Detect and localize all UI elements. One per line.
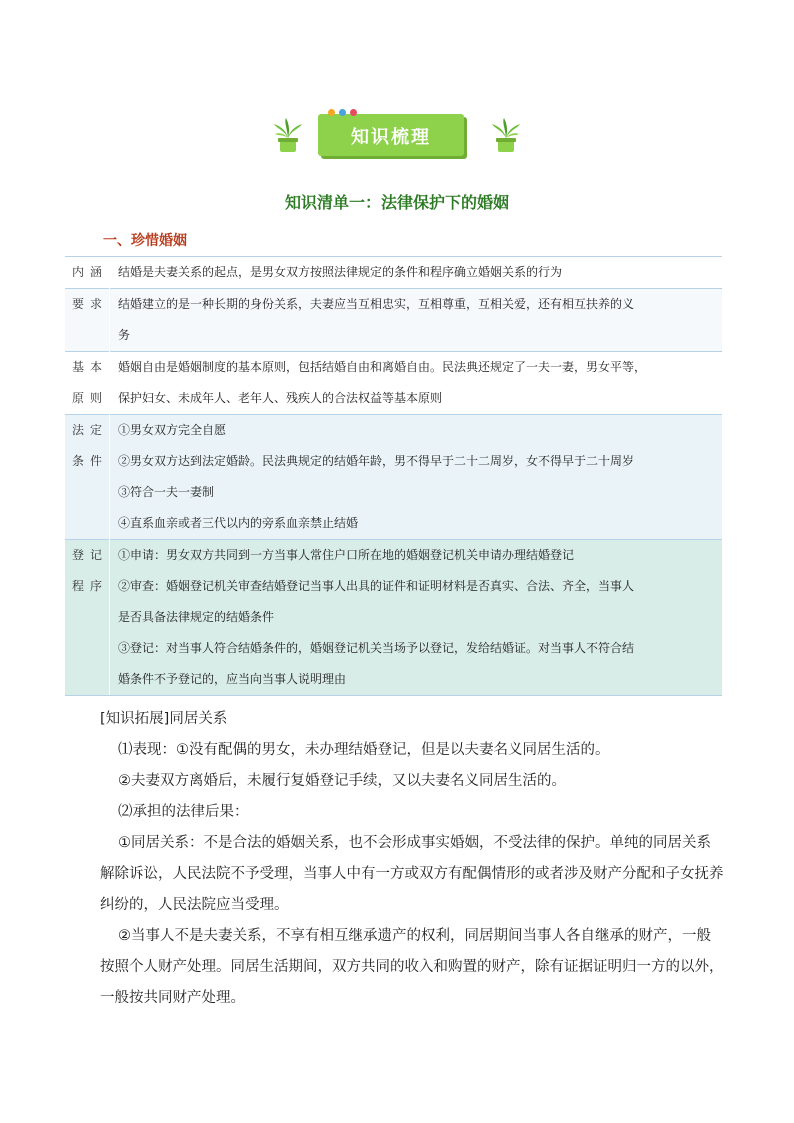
- paragraph: 一般按共同财产处理。: [100, 990, 245, 1006]
- potted-plant-icon: [490, 118, 522, 154]
- table-row: [65, 352, 722, 415]
- paragraph: ⑴表现：①没有配偶的男女，未办理结婚登记，但是以夫妻名义同居生活的。: [118, 742, 610, 758]
- banner-title: 知识梳理: [351, 127, 431, 148]
- table-row: [65, 289, 722, 352]
- row-label: 登记 程序: [65, 540, 110, 696]
- knowledge-extension: [100, 704, 730, 1014]
- banner-dots: [328, 109, 357, 116]
- row-label: 法定 条件: [65, 415, 110, 540]
- table-row: [65, 415, 722, 540]
- row-content: 婚姻自由是婚姻制度的基本原则，包括结婚自由和离婚自由。民法典还规定了一夫一妻，男女平等， 保护妇女、未成年人、老年人、残疾人的合法权益等基本原则: [110, 352, 723, 415]
- dot: [339, 109, 346, 116]
- row-label: 内涵: [65, 257, 110, 289]
- row-content: ①申请：男女双方共同到一方当事人常住户口所在地的婚姻登记机关申请办理结婚登记 ②审查：婚姻登记机关审查结婚登记当事人出具的证件和证明材料是否真实、合法、齐全，当事人 是否具备法律规定的结婚条件 ③登记：对当事人符合结婚条件的，婚姻登记机关当场予以登记，发给结婚证。对当事人不符合结 婚条件不予登记的，应当向当事人说明理由: [110, 540, 723, 696]
- row-label: 要求: [65, 289, 110, 352]
- section-banner: [272, 112, 522, 160]
- section-title: 一、珍惜婚姻: [103, 233, 187, 249]
- dot: [350, 109, 357, 116]
- paragraph: 纠纷的，人民法院应当受理。: [100, 897, 289, 913]
- paragraph: ①同居关系：不是合法的婚姻关系，也不会形成事实婚姻，不受法律的保护。单纯的同居关系: [118, 835, 711, 851]
- page-heading: 知识清单一：法律保护下的婚姻: [284, 193, 509, 212]
- paragraph: 解除诉讼，人民法院不予受理，当事人中有一方或双方有配偶情形的或者涉及财产分配和子女抚养: [100, 866, 724, 882]
- row-content: ①男女双方完全自愿 ②男女双方达到法定婚龄。民法典规定的结婚年龄，男不得早于二十二周岁，女不得早于二十周岁 ③符合一夫一妻制 ④直系血亲或者三代以内的旁系血亲禁止结婚: [110, 415, 723, 540]
- row-content: 结婚是夫妻关系的起点，是男女双方按照法律规定的条件和程序确立婚姻关系的行为: [110, 257, 723, 289]
- table-row: [65, 540, 722, 696]
- knowledge-table: [65, 256, 722, 696]
- row-content: 结婚建立的是一种长期的身份关系，夫妻应当互相忠实，互相尊重，互相关爱，还有相互扶养的义 务: [110, 289, 723, 352]
- dot: [328, 109, 335, 116]
- paragraph: 按照个人财产处理。同居生活期间，双方共同的收入和购置的财产，除有证据证明归一方的以外，: [100, 959, 724, 975]
- paragraph: ②当事人不是夫妻关系，不享有相互继承遗产的权利，同居期间当事人各自继承的财产，一般: [118, 928, 711, 944]
- paragraph: ⑵承担的法律后果：: [118, 804, 249, 820]
- banner-box: [318, 114, 464, 156]
- potted-plant-icon: [272, 118, 304, 154]
- extension-title: [知识拓展]同居关系: [100, 711, 228, 727]
- paragraph: ②夫妻双方离婚后，未履行复婚登记手续，又以夫妻名义同居生活的。: [118, 773, 566, 789]
- table-row: [65, 257, 722, 289]
- row-label: 基本 原则: [65, 352, 110, 415]
